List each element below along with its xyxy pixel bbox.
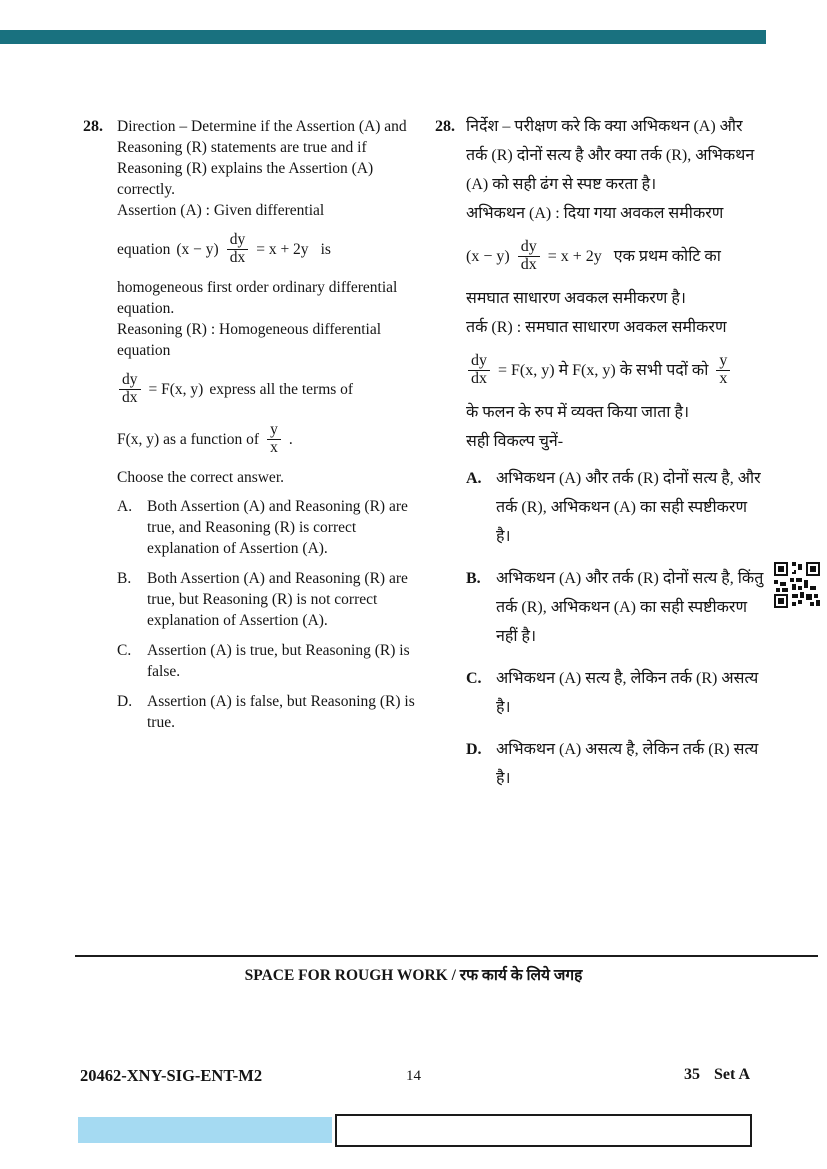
option-letter: A. — [466, 470, 482, 487]
assertion-equation — [466, 234, 765, 278]
option-letter: D. — [117, 693, 133, 710]
option-text: अभिकथन (A) और तर्क (R) दोनों सत्य है, और तर्क (R), अभिकथन (A) का सही स्पष्टीकरण है। — [496, 470, 761, 545]
reasoning-tail: के फलन के रुप में व्यक्त किया जाता है। — [466, 404, 690, 421]
reasoning-intro: तर्क (R) : समघात साधारण अवकल समीकरण — [466, 319, 727, 336]
function-pre: F(x, y) as a function of — [117, 430, 260, 448]
page-number: 14 — [406, 1068, 421, 1084]
question-body — [466, 112, 765, 806]
option-text: अभिकथन (A) सत्य है, लेकिन तर्क (R) असत्य है। — [496, 670, 759, 716]
option-text: Assertion (A) is false, but Reasoning (R) is true. — [147, 693, 415, 731]
option-d — [466, 735, 765, 793]
fraction-denominator: dx — [518, 256, 540, 274]
option-b — [117, 568, 423, 631]
question-column-english — [83, 116, 423, 742]
option-letter: B. — [117, 570, 132, 587]
equation-rhs: = F(x, y) — [148, 380, 204, 398]
assertion-tail: homogeneous first order ordinary differential equation. — [117, 279, 398, 317]
question-number: 28. — [83, 118, 103, 135]
fraction-denominator: dx — [119, 389, 141, 406]
reasoning-intro: Reasoning (R) : Homogeneous differential equation — [117, 321, 382, 359]
equation-post: is — [320, 240, 331, 258]
equation-lhs: (x − y) — [466, 247, 510, 265]
fraction-dy-dx — [119, 372, 141, 406]
fraction-dy-dx — [468, 353, 490, 388]
reasoning-equation — [117, 367, 423, 411]
fraction-numerator: dy — [471, 351, 487, 369]
fraction-y-x — [267, 422, 281, 456]
reasoning-equation — [466, 348, 765, 392]
footer-divider-line — [75, 955, 818, 957]
fraction-numerator: dy — [229, 231, 246, 249]
fraction-numerator: dy — [122, 371, 138, 389]
option-letter: B. — [466, 570, 481, 587]
bottom-answer-box — [335, 1114, 752, 1147]
option-a — [466, 464, 765, 551]
fraction-denominator: dx — [468, 370, 490, 388]
fraction-denominator: dx — [227, 249, 249, 266]
direction-text: Direction – Determine if the Assertion (A) and Reasoning (R) statements are true and if Reasoning (R) explains the Assertion (A) correctly. — [117, 118, 407, 198]
equation-post: express all the terms of — [209, 380, 354, 398]
option-letter: A. — [117, 498, 133, 515]
footer-right-number: 35 — [684, 1066, 700, 1083]
assertion-tail: समघात साधारण अवकल समीकरण है। — [466, 290, 686, 307]
options-list-english — [117, 496, 423, 733]
choose-answer-text: सही विकल्प चुनें- — [466, 433, 564, 450]
fraction-dy-dx — [227, 232, 249, 266]
question-28-english — [83, 116, 423, 742]
option-c — [117, 640, 423, 682]
direction-text: निर्देश – परीक्षण करे कि क्या अभिकथन (A) और तर्क (R) दोनों सत्य है और क्या तर्क (R), अभिकथन (A) को सही ढंग से स्पष्ट करता है। — [466, 118, 755, 193]
option-b — [466, 564, 765, 651]
function-line — [117, 417, 423, 461]
equation-rhs: = x + 2y — [547, 247, 602, 265]
question-column-hindi — [435, 112, 765, 806]
assertion-intro: अभिकथन (A) : दिया गया अवकल समीकरण — [466, 205, 724, 222]
equation-rhs: = x + 2y — [256, 240, 309, 258]
fraction-y-x — [716, 353, 730, 388]
equation-rhs: = F(x, y) मे F(x, y) के सभी पदों को — [498, 361, 709, 379]
option-c — [466, 664, 765, 722]
option-letter: D. — [466, 741, 482, 758]
fraction-denominator: x — [716, 370, 730, 388]
option-text: Both Assertion (A) and Reasoning (R) are true, and Reasoning (R) is correct explanation of Assertion (A). — [147, 498, 408, 557]
question-28-hindi — [435, 112, 765, 806]
question-body — [117, 116, 423, 742]
fraction-numerator: dy — [520, 237, 537, 255]
footer-row — [0, 1066, 827, 1090]
option-letter: C. — [466, 670, 482, 687]
option-text: Both Assertion (A) and Reasoning (R) are true, but Reasoning (R) is not correct explanation of Assertion (A). — [147, 570, 408, 629]
fraction-denominator: x — [267, 439, 281, 456]
qr-code-icon — [772, 560, 822, 610]
fraction-numerator: y — [719, 351, 728, 369]
options-list-hindi — [466, 464, 765, 793]
option-text: Assertion (A) is true, but Reasoning (R) is false. — [147, 642, 410, 680]
assertion-equation — [117, 227, 423, 271]
option-d — [117, 691, 423, 733]
footer-set-name: Set A — [714, 1066, 750, 1083]
option-text: अभिकथन (A) असत्य है, लेकिन तर्क (R) सत्य है। — [496, 741, 759, 787]
equation-post: एक प्रथम कोटि का — [613, 247, 721, 265]
equation-lhs: (x − y) — [176, 240, 219, 258]
assertion-intro: Assertion (A) : Given differential — [117, 202, 325, 219]
choose-answer-text: Choose the correct answer. — [117, 469, 284, 486]
option-a — [117, 496, 423, 559]
equation-pre: equation — [117, 240, 171, 258]
set-label — [684, 1066, 750, 1084]
fraction-dy-dx — [518, 239, 540, 274]
booklet-code: 20462-XNY-SIG-ENT-M2 — [80, 1066, 263, 1085]
question-number: 28. — [435, 118, 455, 135]
fraction-numerator: y — [270, 421, 278, 439]
rough-work-heading: SPACE FOR ROUGH WORK / रफ कार्य के लिये जगह — [244, 967, 583, 984]
top-redaction-bar — [0, 30, 766, 44]
function-post: . — [288, 430, 293, 448]
option-text: अभिकथन (A) और तर्क (R) दोनों सत्य है, किंतु तर्क (R), अभिकथन (A) का सही स्पष्टीकरण नहीं है। — [496, 570, 764, 645]
bottom-redaction-bar — [78, 1117, 332, 1143]
option-letter: C. — [117, 642, 132, 659]
